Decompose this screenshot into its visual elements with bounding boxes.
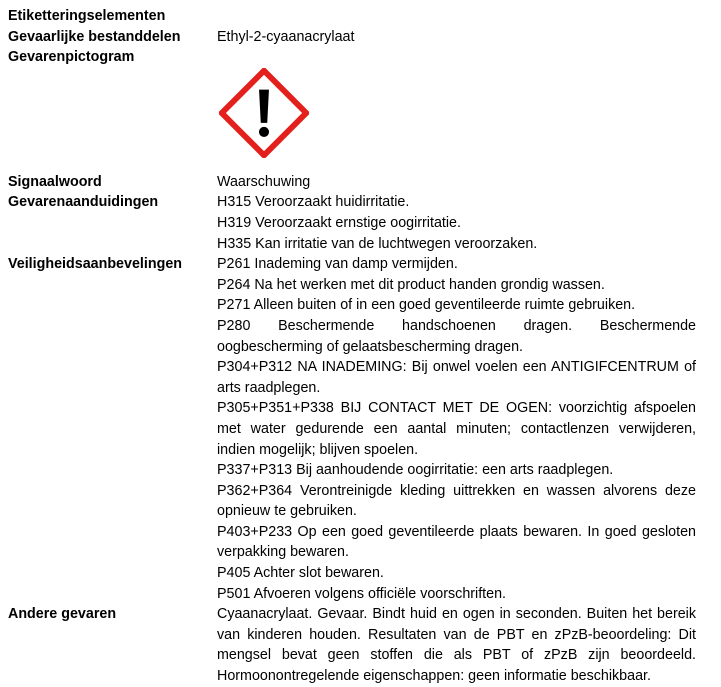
hazard-statement: H315 Veroorzaakt huidirritatie. (217, 194, 410, 211)
precautionary-statement: P264 Na het werken met dit product handen grondig wassen. (217, 276, 605, 293)
exclamation-mark-hazard-icon (219, 68, 309, 158)
signal-word-label: Signaalwoord (8, 173, 102, 190)
labelling-elements-section (8, 6, 696, 687)
precautionary-statement: P337+P313 Bij aanhoudende oogirritatie: een arts raadplegen. (217, 462, 614, 479)
precautionary-statement: P501 Afvoeren volgens officiële voorschriften. (217, 585, 507, 602)
pictogram-label: Gevarenpictogram (8, 49, 135, 66)
precautionary-statement: P362+P364 Verontreinigde kleding uittrekken en wassen alvorens deze opnieuw te gebruiken. (217, 482, 696, 520)
precautionary-statement: P261 Inademing van damp vermijden. (217, 256, 458, 273)
signal-word-row (8, 172, 696, 193)
signal-word-value: Waarschuwing (217, 173, 311, 190)
pictogram-label-row (8, 47, 696, 68)
precautionary-statement: P280 Beschermende handschoenen dragen. Beschermende oogbescherming of gelaatsbescherming dragen. (217, 317, 696, 355)
other-hazards-label: Andere gevaren (8, 606, 117, 623)
hazardous-components-value: Ethyl-2-cyaanacrylaat (217, 28, 355, 45)
hazard-statement: H319 Veroorzaakt ernstige oogirritatie. (217, 214, 461, 231)
pictogram-row (8, 68, 696, 172)
precautionary-statement: P305+P351+P338 BIJ CONTACT MET DE OGEN: voorzichtig afspoelen met water gedurende een aantal minuten; contactlenzen verwijderen, indien mogelijk; blijven spoelen. (217, 400, 696, 458)
precautionary-statements-list (217, 254, 696, 604)
hazard-statements-row (8, 192, 696, 254)
precautionary-statement: P403+P233 Op een goed geventileerde plaats bewaren. In goed gesloten verpakking bewaren. (217, 523, 696, 561)
precautionary-statement: P304+P312 NA INADEMING: Bij onwel voelen een ANTIGIFCENTRUM of arts raadplegen. (217, 359, 696, 396)
precautionary-statements-row (8, 254, 696, 604)
hazardous-components-row (8, 27, 696, 48)
other-hazards-row (8, 604, 696, 686)
precautionary-statement: P405 Achter slot bewaren. (217, 565, 384, 582)
other-hazards-value: Cyaanacrylaat. Gevaar. Bindt huid en ogen in seconden. Buiten het bereik van kinderen houden. Resultaten van de PBT en zPzB-beoordeling: Dit mengsel bevat geen stoffen die als PBT of zPzB zijn beoordeeld. Hormoonontregelende eigenschappen: geen informatie beschikbaar. (217, 606, 696, 685)
hazardous-components-label: Gevaarlijke bestanddelen (8, 28, 181, 45)
precautionary-statement: P271 Alleen buiten of in een goed geventileerde ruimte gebruiken. (217, 297, 636, 314)
hazard-statements-list (217, 192, 696, 254)
hazard-statement: H335 Kan irritatie van de luchtwegen veroorzaken. (217, 235, 538, 252)
section-title: Etiketteringselementen (8, 8, 166, 24)
precautionary-statements-label: Veiligheidsaanbevelingen (8, 256, 183, 273)
hazard-statements-label: Gevarenaanduidingen (8, 194, 159, 211)
